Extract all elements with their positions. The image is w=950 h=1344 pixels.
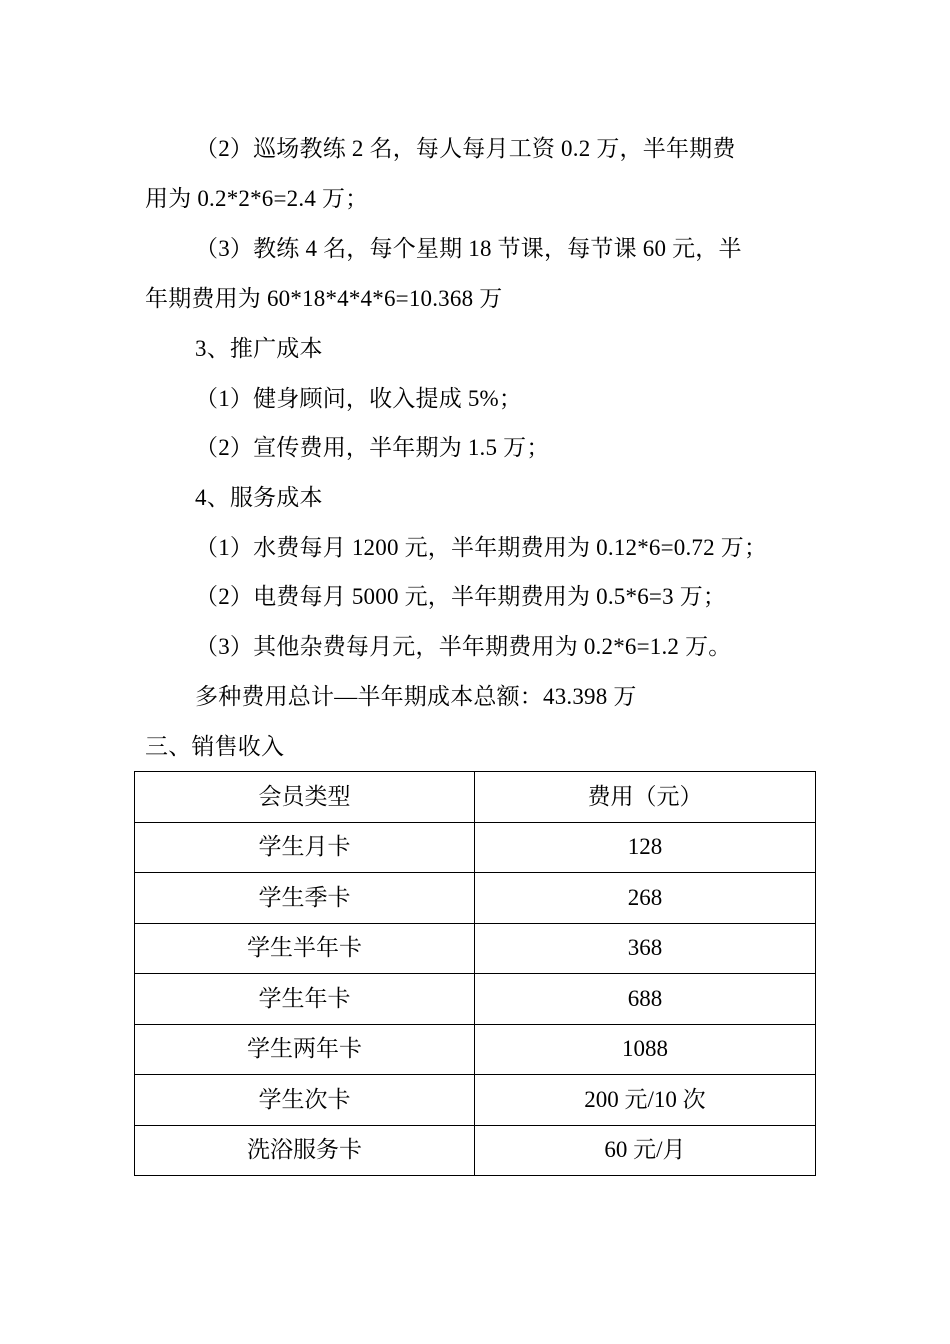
section-sales-income: 三、销售收入 (145, 734, 285, 759)
paragraph-coach-line2: 年期费用为 60*18*4*4*6=10.368 万 (145, 286, 503, 311)
cell-fee: 60 元/月 (475, 1125, 816, 1176)
cell-fee: 1088 (475, 1024, 816, 1075)
heading-promotion-cost: 3、推广成本 (195, 336, 323, 361)
paragraph-patrol-coach-line1: （2）巡场教练 2 名，每人每月工资 0.2 万，半年期费 (195, 136, 736, 161)
table-row (135, 873, 816, 924)
cell-fee: 368 (475, 923, 816, 974)
table-row (135, 1125, 816, 1176)
cell-fee: 688 (475, 974, 816, 1025)
paragraph-patrol-coach-line2: 用为 0.2*2*6=2.4 万； (145, 186, 369, 211)
heading-service-cost: 4、服务成本 (195, 485, 323, 510)
cell-member-type: 学生半年卡 (135, 923, 475, 974)
table-header-row (135, 772, 816, 823)
cell-member-type: 学生两年卡 (135, 1024, 475, 1075)
table-row (135, 822, 816, 873)
cell-fee: 200 元/10 次 (475, 1075, 816, 1126)
cell-member-type: 学生季卡 (135, 873, 475, 924)
total-cost: 多种费用总计—半年期成本总额：43.398 万 (195, 684, 637, 709)
cell-member-type: 学生次卡 (135, 1075, 475, 1126)
table-row (135, 1075, 816, 1126)
table-row (135, 974, 816, 1025)
item-advertising-fee: （2）宣传费用，半年期为 1.5 万； (195, 435, 550, 460)
header-member-type: 会员类型 (135, 772, 475, 823)
cell-fee: 268 (475, 873, 816, 924)
item-water-fee: （1）水费每月 1200 元，半年期费用为 0.12*6=0.72 万； (195, 535, 768, 560)
item-electricity-fee: （2）电费每月 5000 元，半年期费用为 0.5*6=3 万； (195, 584, 727, 609)
item-fitness-advisor: （1）健身顾问，收入提成 5%； (195, 386, 523, 411)
table-row (135, 1024, 816, 1075)
membership-fee-table (134, 771, 816, 1176)
cell-member-type: 洗浴服务卡 (135, 1125, 475, 1176)
cell-member-type: 学生月卡 (135, 822, 475, 873)
cell-fee: 128 (475, 822, 816, 873)
table-row (135, 923, 816, 974)
item-misc-fee: （3）其他杂费每月元，半年期费用为 0.2*6=1.2 万。 (195, 634, 732, 659)
cell-member-type: 学生年卡 (135, 974, 475, 1025)
header-fee: 费用（元） (475, 772, 816, 823)
paragraph-coach-line1: （3）教练 4 名，每个星期 18 节课，每节课 60 元，半 (195, 236, 742, 261)
